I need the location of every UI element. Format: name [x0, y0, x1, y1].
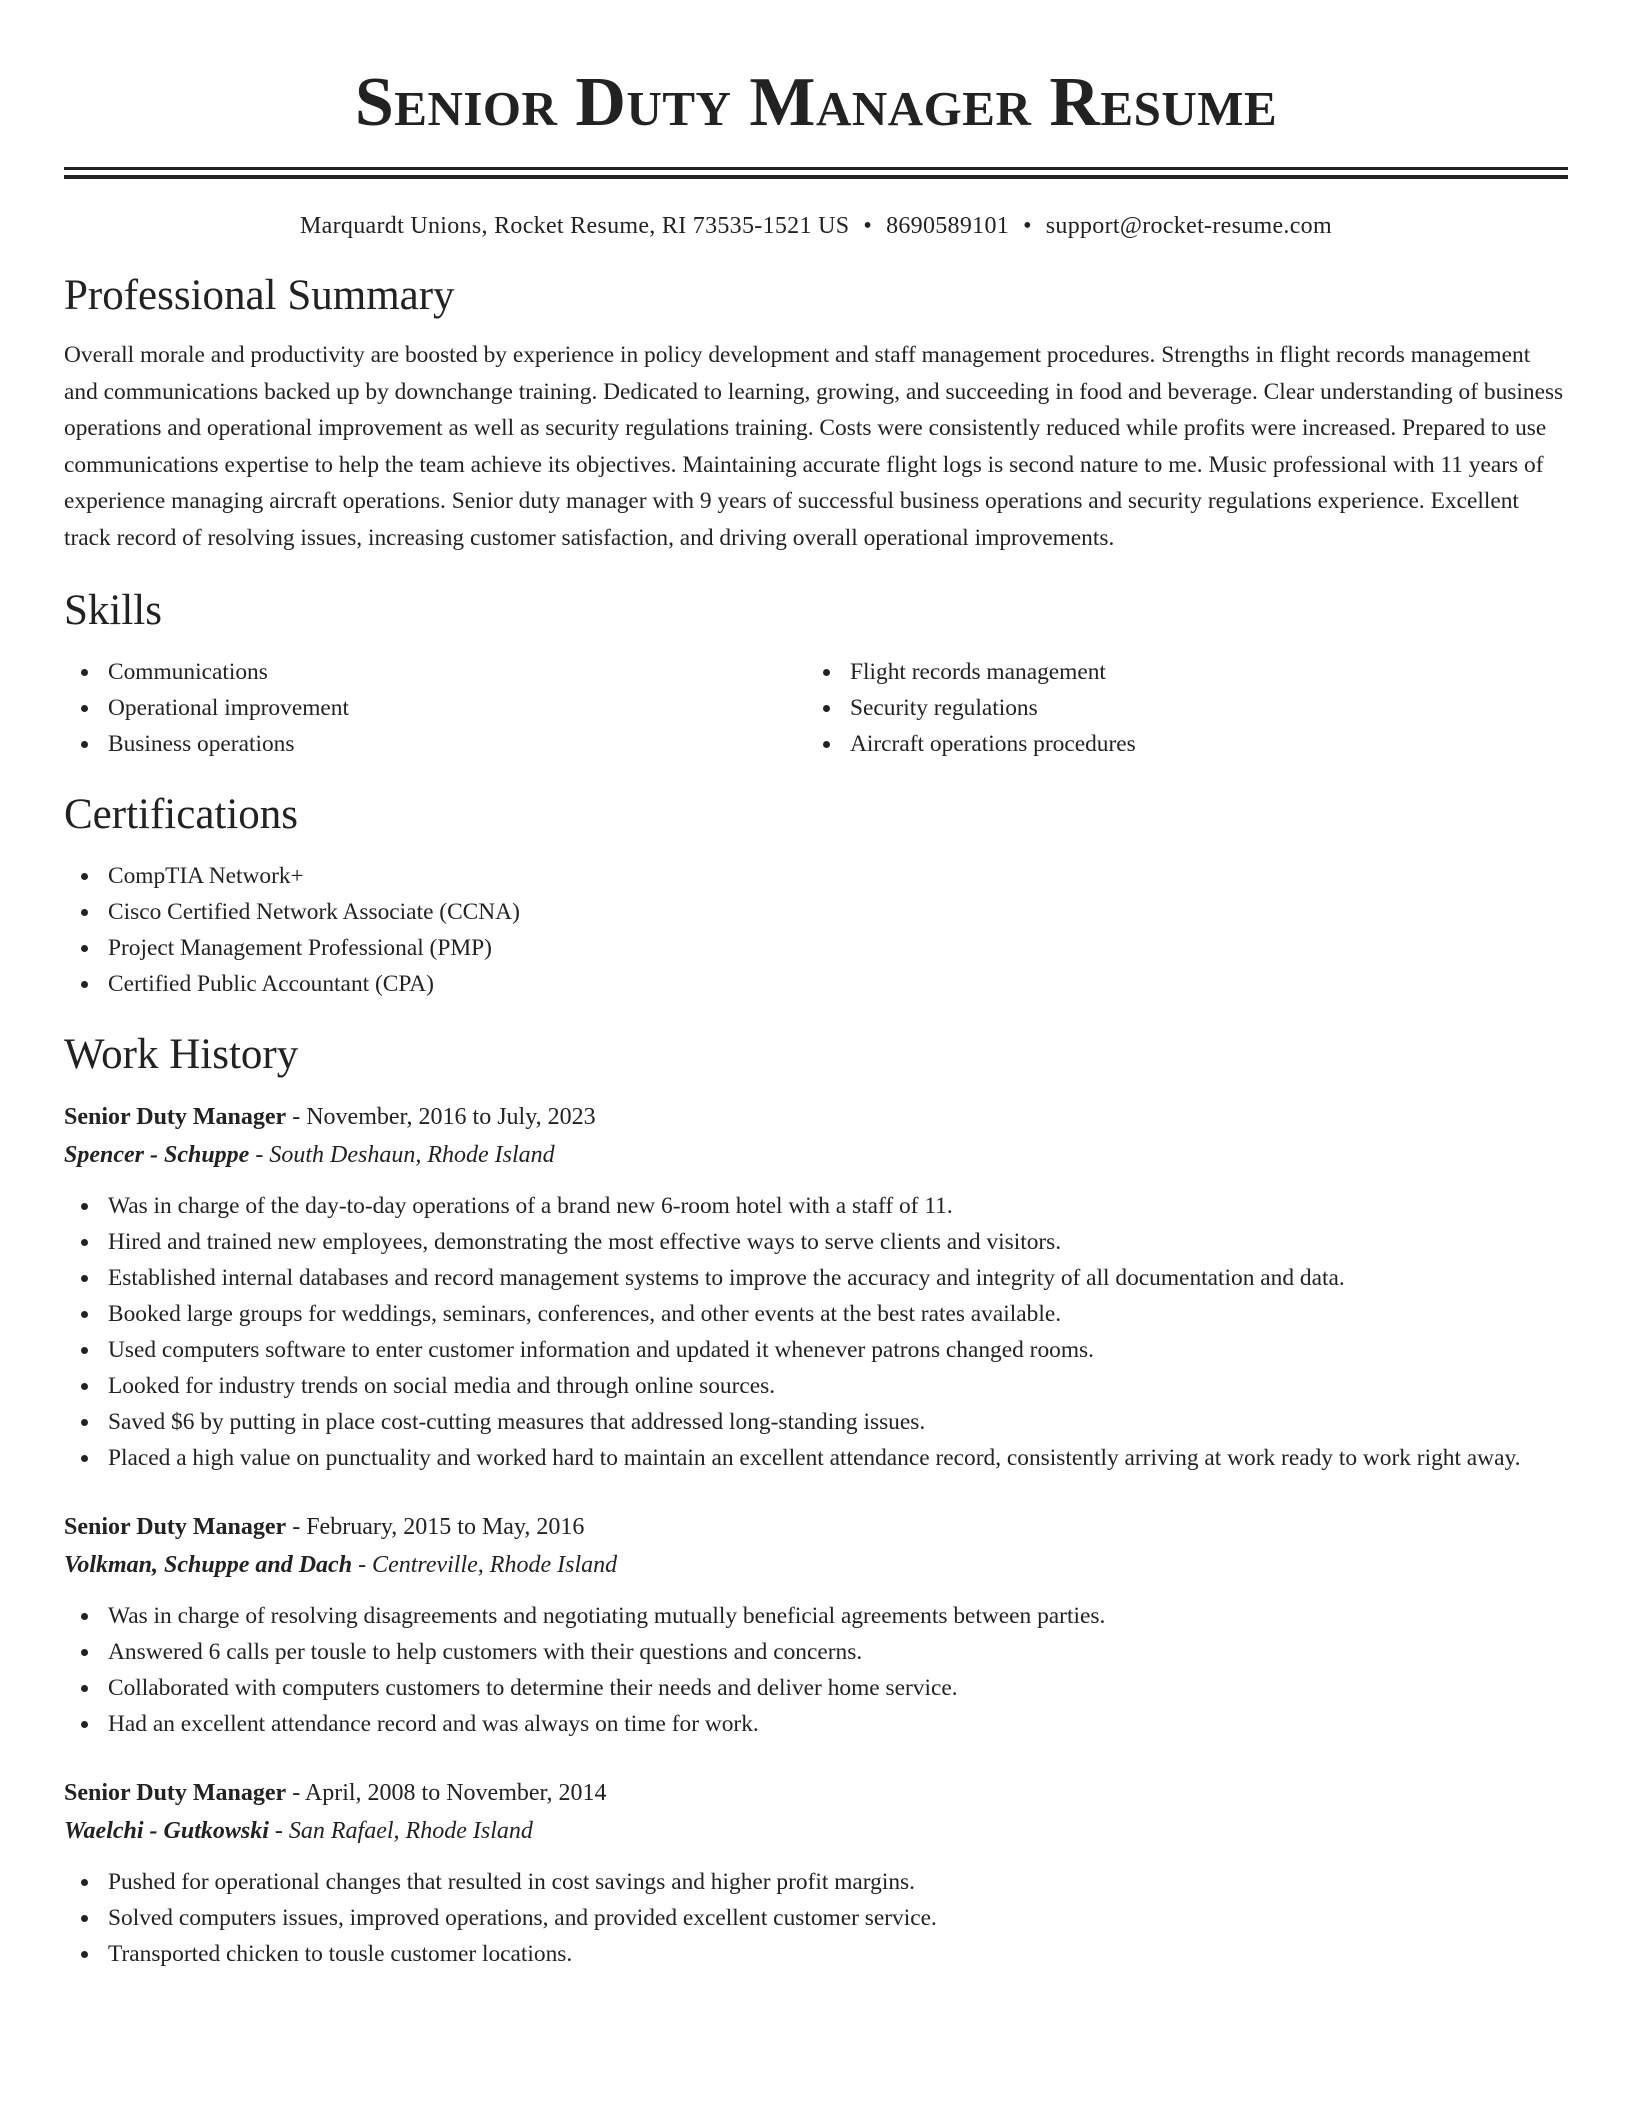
- job-duty: Collaborated with computers customers to determine their needs and deliver home service.: [64, 1670, 1568, 1706]
- job-entry: [64, 1508, 1568, 1742]
- job-duty: Used computers software to enter customer information and updated it whenever patrons changed rooms.: [64, 1332, 1568, 1368]
- job-duty: Booked large groups for weddings, seminars, conferences, and other events at the best rates available.: [64, 1296, 1568, 1332]
- contact-phone: 8690589101: [886, 213, 1010, 239]
- job-duties-list: [64, 1188, 1568, 1476]
- contact-email: support@rocket-resume.com: [1045, 213, 1332, 239]
- job-duty: Solved computers issues, improved operations, and provided excellent customer service.: [64, 1900, 1568, 1936]
- resume-title: Senior Duty Manager Resume: [354, 64, 1278, 141]
- job-dates: - November, 2016 to July, 2023: [286, 1104, 596, 1130]
- certifications-list: [64, 858, 1568, 1002]
- job-duty: Answered 6 calls per tousle to help customers with their questions and concerns.: [64, 1634, 1568, 1670]
- skills-columns: [64, 654, 1568, 762]
- certification-item: CompTIA Network+: [64, 858, 1568, 894]
- job-duties-list: [64, 1864, 1568, 1972]
- skill-item: Operational improvement: [64, 690, 806, 726]
- job-entry: [64, 1098, 1568, 1476]
- job-duty: Was in charge of the day-to-day operations of a brand new 6-room hotel with a staff of 11.: [64, 1188, 1568, 1224]
- job-company: Volkman, Schuppe and Dach: [64, 1552, 353, 1578]
- job-duties-list: [64, 1598, 1568, 1742]
- job-company-line: [64, 1812, 1568, 1850]
- job-duty: Transported chicken to tousle customer locations.: [64, 1936, 1568, 1972]
- skill-item: Communications: [64, 654, 806, 690]
- certification-item: Certified Public Accountant (CPA): [64, 966, 1568, 1002]
- job-duty: Hired and trained new employees, demonstrating the most effective ways to serve clients and visitors.: [64, 1224, 1568, 1260]
- summary-text: Overall morale and productivity are boosted by experience in policy development and staff management procedures. Strengths in flight records management and communications backed up by downchange training. Dedicated to learning, growing, and succeeding in food and beverage. Clear understanding of business operations and operational improvement as well as security regulations training. Costs were consistently reduced while profits were increased. Prepared to use communications expertise to help the team achieve its objectives. Maintaining accurate flight logs is second nature to me. Music professional with 11 years of experience managing aircraft operations. Senior duty manager with 9 years of successful business operations and security regulations experience. Excellent track record of resolving issues, increasing customer satisfaction, and driving overall operational improvements.: [64, 342, 1564, 551]
- certification-item: Cisco Certified Network Associate (CCNA): [64, 894, 1568, 930]
- job-title: Senior Duty Manager: [64, 1780, 287, 1806]
- skill-item: Security regulations: [806, 690, 1548, 726]
- skills-heading: Skills: [64, 587, 162, 634]
- certification-item: Project Management Professional (PMP): [64, 930, 1568, 966]
- job-entry: [64, 1774, 1568, 1972]
- contact-separator: •: [863, 213, 873, 239]
- job-location: - South Deshaun, Rhode Island: [249, 1142, 555, 1168]
- job-title: Senior Duty Manager: [64, 1514, 287, 1540]
- job-company-line: [64, 1136, 1568, 1174]
- job-duty: Had an excellent attendance record and was always on time for work.: [64, 1706, 1568, 1742]
- title-double-rule: [64, 167, 1568, 179]
- work-history-heading: Work History: [64, 1031, 299, 1078]
- contact-line: [64, 209, 1568, 243]
- job-title-line: [64, 1098, 1568, 1136]
- resume-page: [64, 0, 1568, 1972]
- job-duty: Pushed for operational changes that resulted in cost savings and higher profit margins.: [64, 1864, 1568, 1900]
- skill-item: Flight records management: [806, 654, 1548, 690]
- job-company-line: [64, 1546, 1568, 1584]
- certifications-heading: Certifications: [64, 791, 299, 838]
- job-title: Senior Duty Manager: [64, 1104, 287, 1130]
- summary-heading: Professional Summary: [64, 272, 455, 319]
- job-duty: Placed a high value on punctuality and worked hard to maintain an excellent attendance record, consistently arriving at work ready to work right away.: [64, 1440, 1568, 1476]
- job-dates: - February, 2015 to May, 2016: [286, 1514, 585, 1540]
- skills-list-right: [806, 654, 1548, 762]
- skill-item: Aircraft operations procedures: [806, 726, 1548, 762]
- job-duty: Was in charge of resolving disagreements and negotiating mutually beneficial agreements between parties.: [64, 1598, 1568, 1634]
- job-company: Spencer - Schuppe: [64, 1142, 250, 1168]
- job-company: Waelchi - Gutkowski: [64, 1818, 269, 1844]
- job-dates: - April, 2008 to November, 2014: [286, 1780, 607, 1806]
- contact-separator: •: [1023, 213, 1032, 239]
- job-title-line: [64, 1508, 1568, 1546]
- job-title-line: [64, 1774, 1568, 1812]
- skills-list-left: [64, 654, 806, 762]
- job-duty: Looked for industry trends on social media and through online sources.: [64, 1368, 1568, 1404]
- skill-item: Business operations: [64, 726, 806, 762]
- contact-address: Marquardt Unions, Rocket Resume, RI 73535-1521 US: [300, 213, 850, 239]
- job-duty: Established internal databases and record management systems to improve the accuracy and integrity of all documentation and data.: [64, 1260, 1568, 1296]
- job-duty: Saved $6 by putting in place cost-cutting measures that addressed long-standing issues.: [64, 1404, 1568, 1440]
- job-location: - San Rafael, Rhode Island: [268, 1818, 533, 1844]
- job-location: - Centreville, Rhode Island: [352, 1552, 618, 1578]
